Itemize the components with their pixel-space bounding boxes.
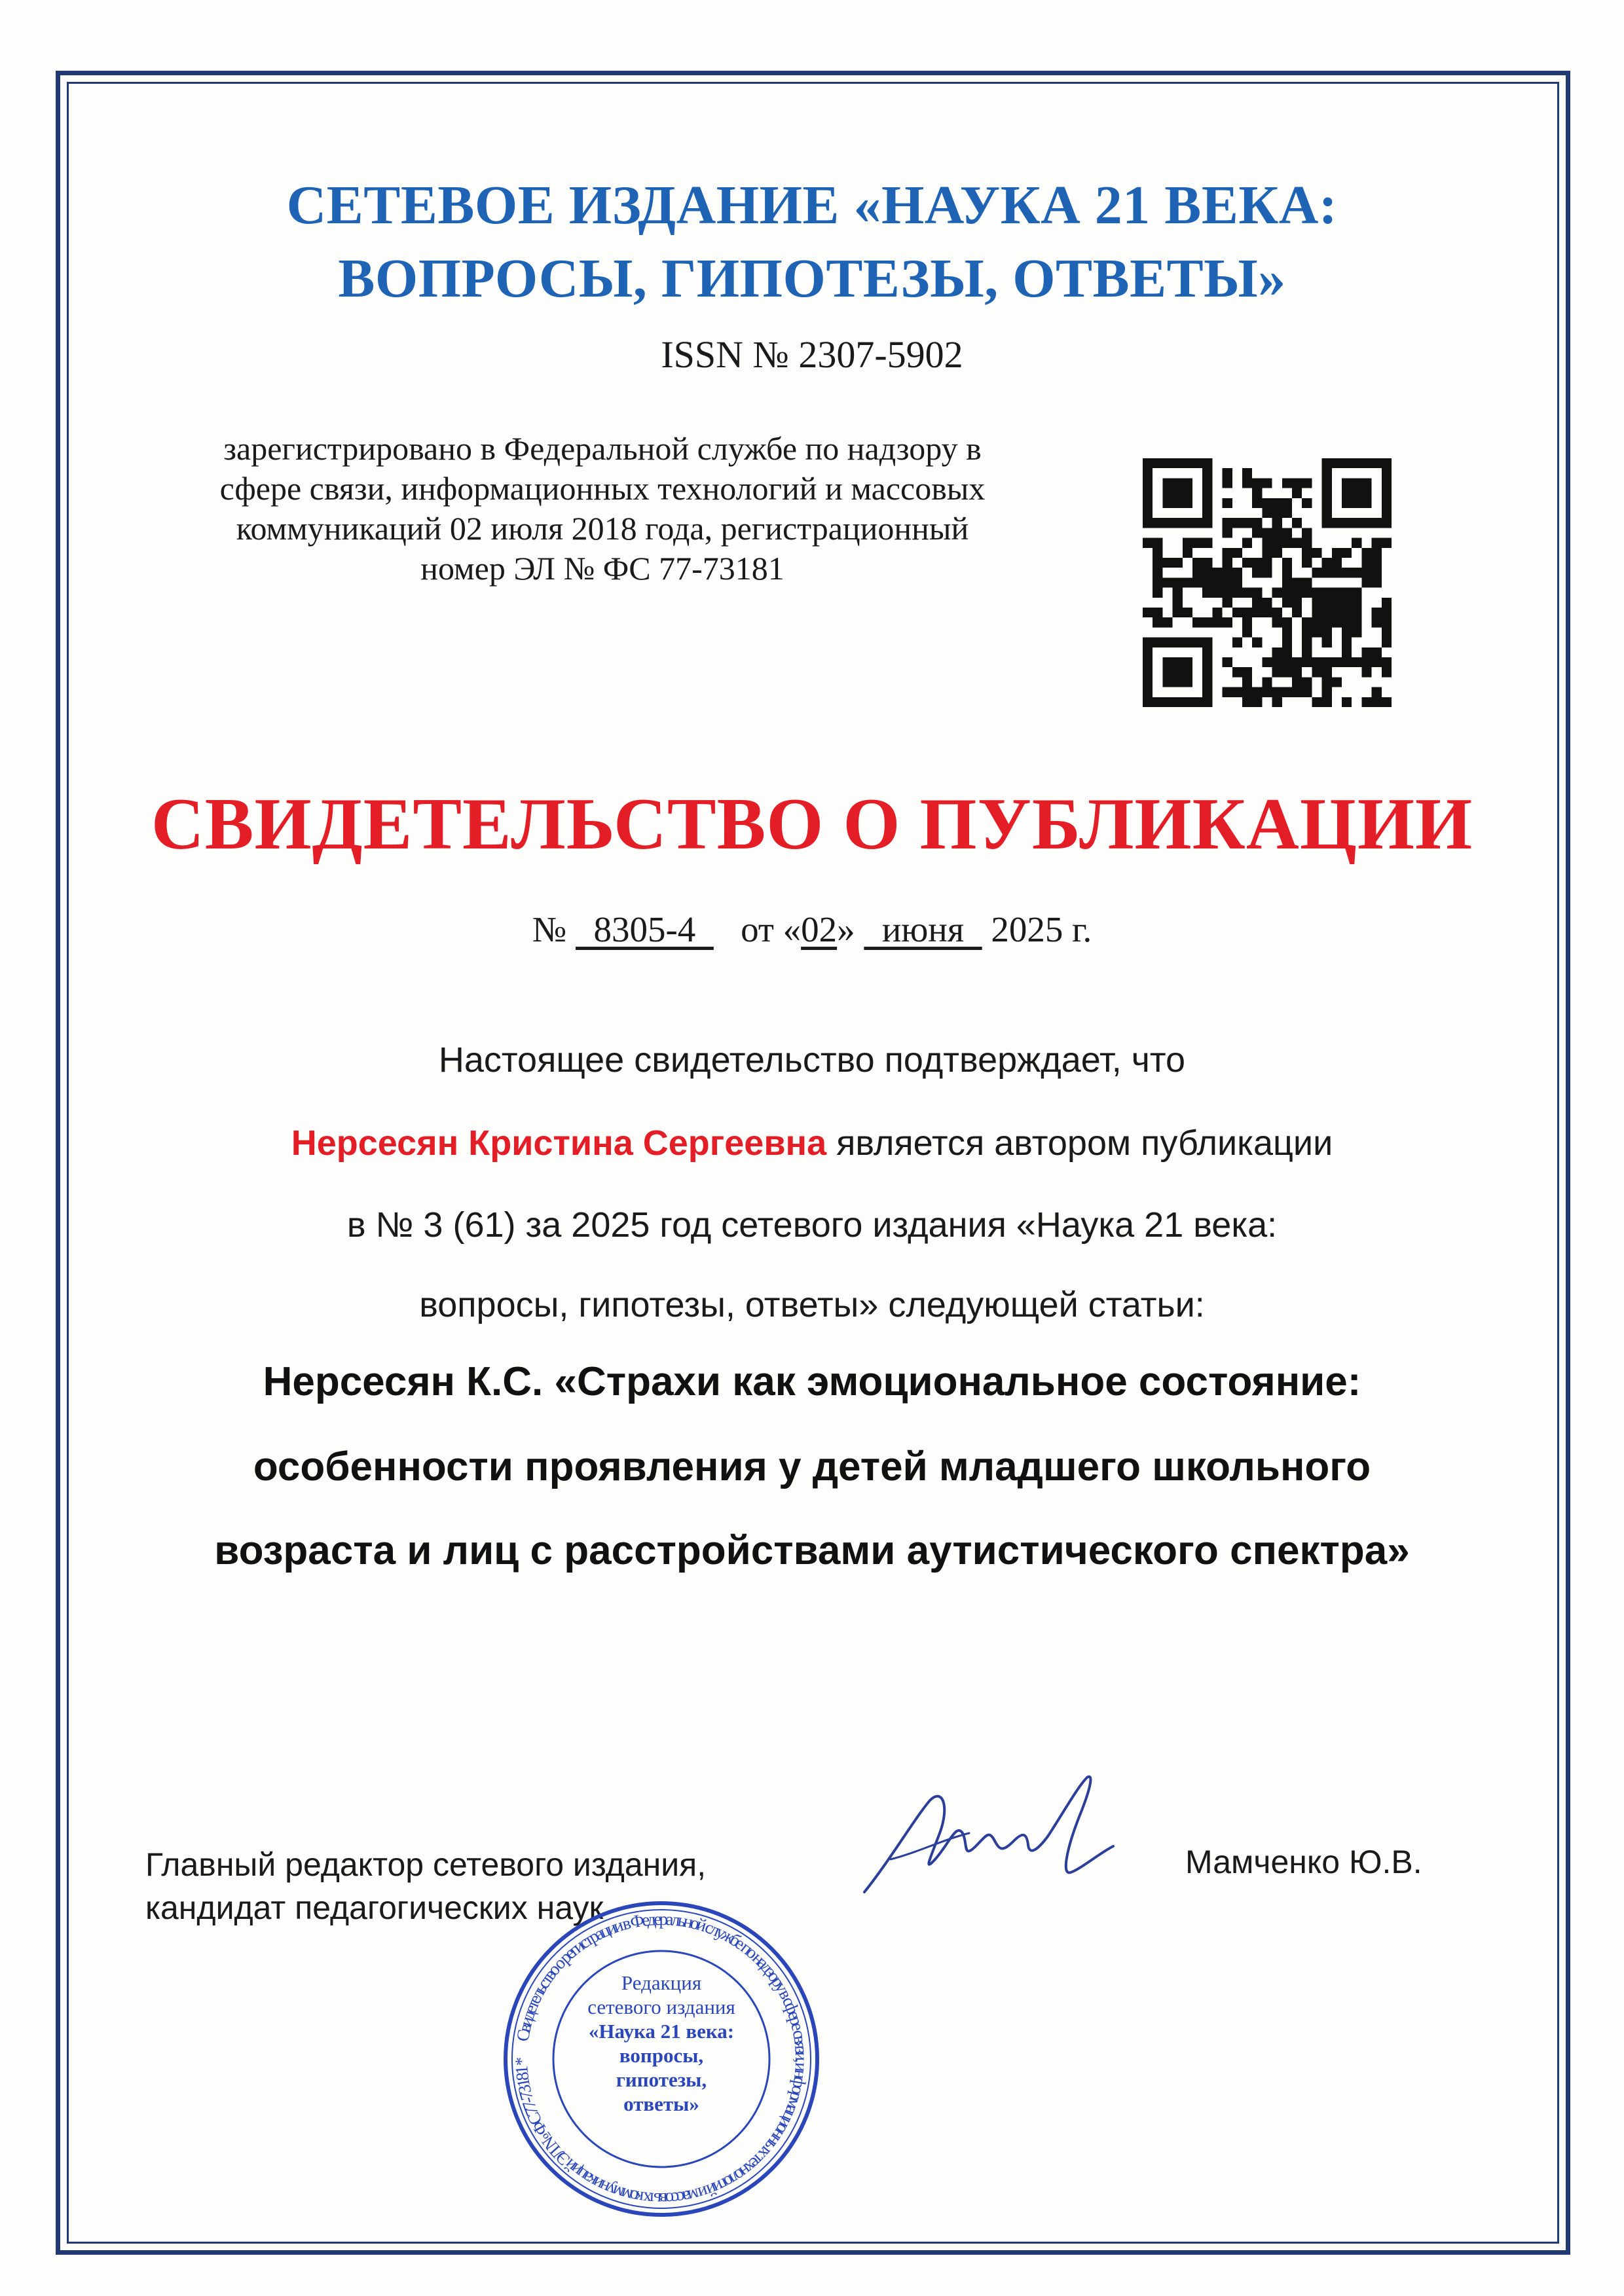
- edition-line: вопросы, гипотезы, ответы» следующей статьи:: [419, 1285, 1205, 1324]
- seal-center-line: ответы»: [623, 2092, 699, 2115]
- seal-center-text: [563, 1971, 760, 2116]
- registration-text: [144, 429, 1061, 589]
- date-prefix: от «: [741, 909, 802, 949]
- seal-ring-text: Свидетельство о регистрации в Федеральной службе по надзору в сфере связи, информационных технологий и массовых коммуникаций ЭЛ № ФС77-73181 *: [511, 1908, 812, 2210]
- date-year: 2025 г.: [991, 909, 1092, 949]
- author-name: Нерсесян Кристина Сергеевна: [291, 1123, 827, 1163]
- author-line: [0, 1123, 1624, 1163]
- issue-line: в № 3 (61) за 2025 год сетевого издания «Наука 21 века:: [346, 1205, 1278, 1245]
- date-day: 02: [801, 909, 838, 949]
- issn-number: ISSN № 2307-5902: [661, 333, 963, 376]
- date-month: июня: [864, 909, 982, 949]
- article-title-line2: особенности проявления у детей младшего школьного: [253, 1444, 1371, 1489]
- editor-position-line1: Главный редактор сетевого издания,: [145, 1846, 707, 1883]
- registration-line: сфере связи, информационных технологий и массовых: [219, 470, 986, 507]
- number-prefix: №: [532, 909, 567, 949]
- publication-title-line1: СЕТЕВОЕ ИЗДАНИЕ «НАУКА 21 ВЕКА:: [286, 175, 1338, 236]
- seal-center-line: вопросы,: [619, 2044, 704, 2067]
- confirmation-text: Настоящее свидетельство подтверждает, что: [438, 1040, 1186, 1080]
- publication-title-line2: ВОПРОСЫ, ГИПОТЕЗЫ, ОТВЕТЫ»: [338, 248, 1286, 309]
- registration-line: зарегистрировано в Федеральной службе по надзору в: [223, 430, 982, 467]
- certificate-number: 8305-4: [575, 909, 714, 949]
- certificate-title: СВИДЕТЕЛЬСТВО О ПУБЛИКАЦИИ: [151, 784, 1473, 865]
- signature-icon: [851, 1761, 1126, 1912]
- seal-center-line: гипотезы,: [616, 2068, 707, 2091]
- editor-position-line2: кандидат педагогических наук: [145, 1889, 604, 1926]
- seal-center-line: «Наука 21 века:: [588, 2020, 735, 2043]
- date-day-close: »: [837, 909, 855, 949]
- article-title-line3: возраста и лиц с расстройствами аутистического спектра»: [214, 1528, 1410, 1573]
- seal-center-line: Редакция: [621, 1971, 702, 1994]
- article-title-line1: Нерсесян К.С. «Страхи как эмоциональное состояние:: [263, 1359, 1361, 1404]
- editor-name: Мамченко Ю.В.: [1185, 1844, 1422, 1880]
- author-role-text: является автором публикации: [826, 1123, 1333, 1163]
- registration-line: коммуникаций 02 июля 2018 года, регистрационный: [236, 510, 969, 547]
- registration-line: номер ЭЛ № ФС 77-73181: [420, 550, 784, 587]
- qr-code-icon: [1143, 458, 1392, 707]
- seal-center-line: сетевого издания: [587, 1995, 735, 2018]
- certificate-number-line: [0, 909, 1624, 950]
- publication-title: [0, 169, 1624, 316]
